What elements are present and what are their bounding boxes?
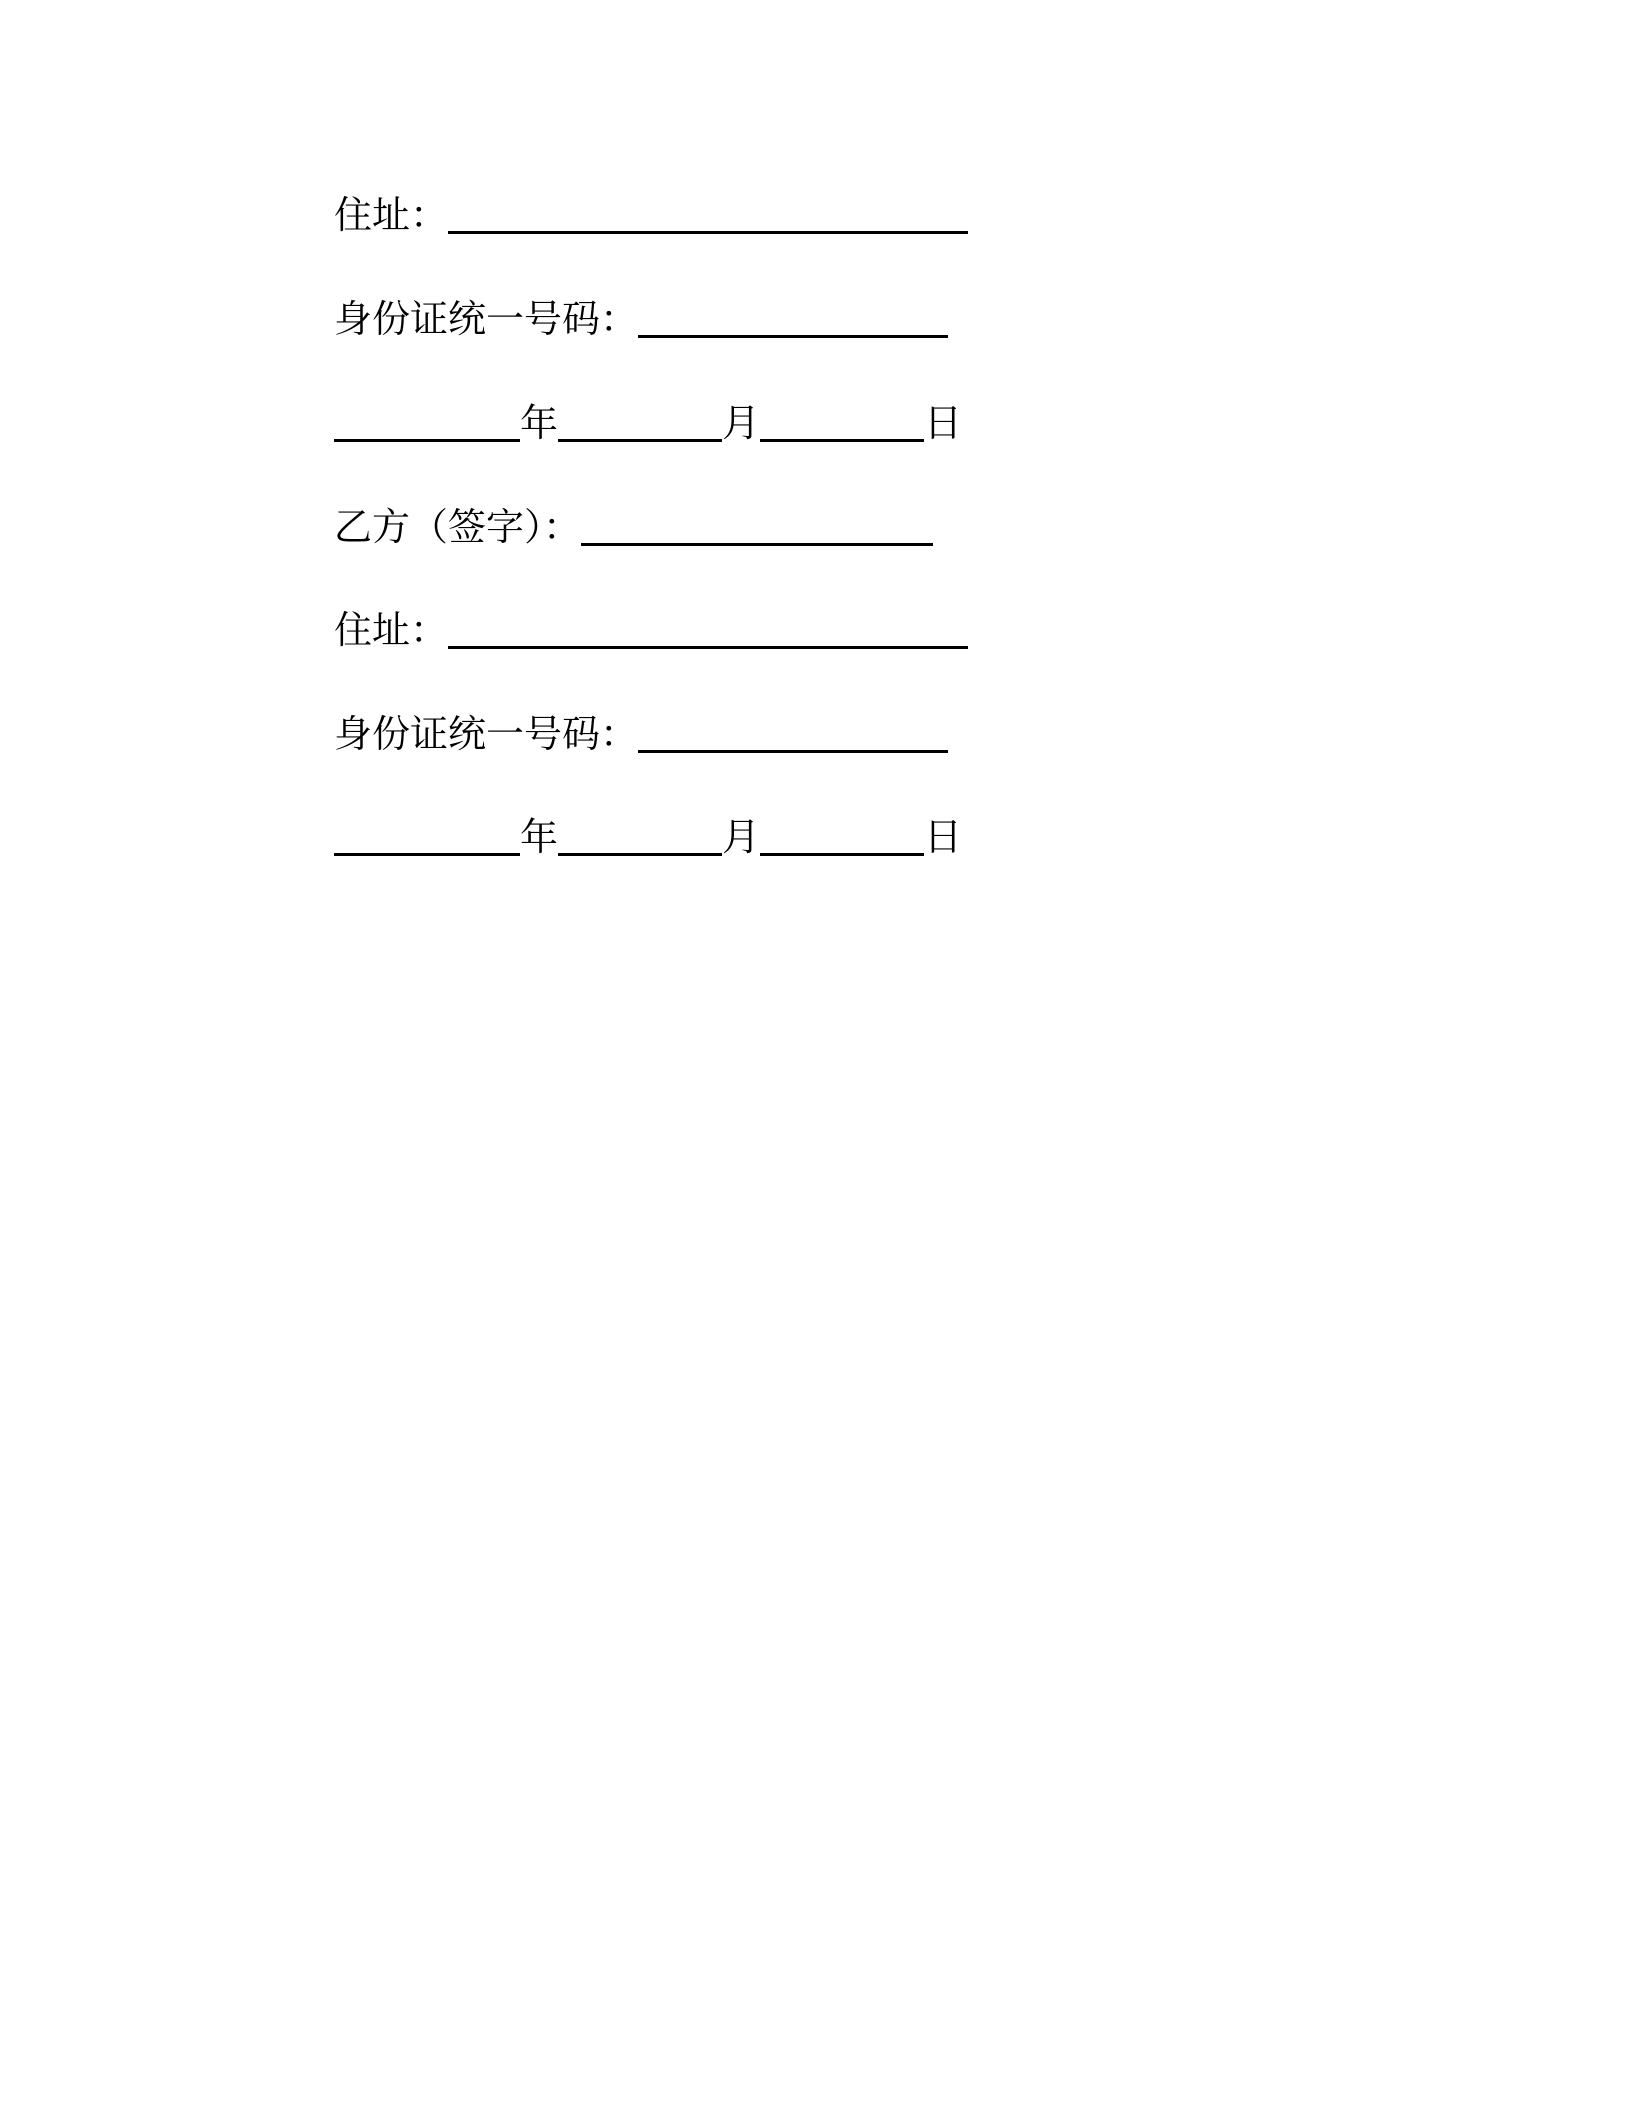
party-b-label: 乙方（签字）：	[334, 505, 582, 549]
year-blank[interactable]	[334, 813, 520, 856]
id-number-label: 身份证统一号码：	[334, 712, 639, 756]
month-label: 月	[722, 815, 761, 859]
date-line	[334, 812, 962, 862]
day-label: 日	[924, 401, 963, 445]
month-blank[interactable]	[558, 813, 722, 856]
date-line	[334, 398, 962, 448]
address-label: 住址：	[334, 193, 449, 237]
year-label: 年	[520, 401, 559, 445]
address-blank[interactable]	[448, 606, 968, 649]
address-label: 住址：	[334, 608, 449, 652]
day-blank[interactable]	[760, 399, 924, 442]
id-number-line	[334, 709, 948, 759]
id-number-line	[334, 294, 948, 344]
party-b-signature-line	[334, 502, 933, 552]
id-number-blank[interactable]	[638, 295, 948, 338]
day-label: 日	[924, 815, 963, 859]
year-label: 年	[520, 815, 559, 859]
month-label: 月	[722, 401, 761, 445]
month-blank[interactable]	[558, 399, 722, 442]
address-blank[interactable]	[448, 191, 968, 234]
day-blank[interactable]	[760, 813, 924, 856]
year-blank[interactable]	[334, 399, 520, 442]
party-b-signature-blank[interactable]	[581, 503, 933, 546]
id-number-blank[interactable]	[638, 710, 948, 753]
address-line	[334, 190, 968, 240]
address-line	[334, 605, 968, 655]
id-number-label: 身份证统一号码：	[334, 297, 639, 341]
